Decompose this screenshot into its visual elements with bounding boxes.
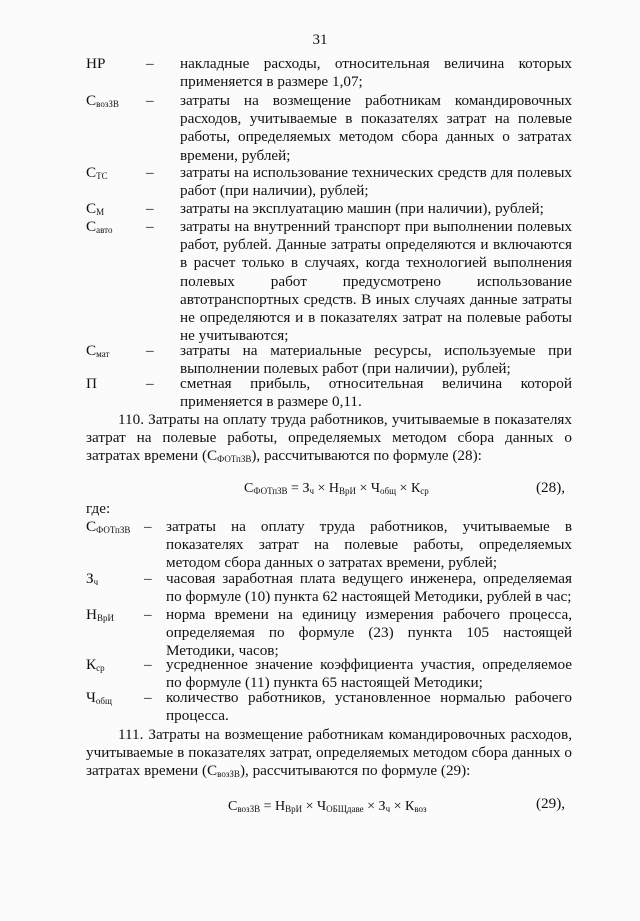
dash: – bbox=[144, 689, 152, 706]
dash: – bbox=[144, 606, 152, 623]
definition-text: затраты на эксплуатацию машин (при наличии), рублей; bbox=[180, 200, 544, 217]
definition-text: затраты на использование технических средств для полевых работ (при наличии), рублей; bbox=[180, 164, 572, 200]
dash: – bbox=[144, 656, 152, 673]
symbol: $Ч_{общ}$ bbox=[86, 689, 112, 706]
definition-text: накладные расходы, относительная величина которых применяется в размере 1,07; bbox=[180, 55, 572, 91]
symbol: $С_М$ bbox=[86, 200, 105, 217]
dash: – bbox=[146, 375, 154, 392]
dash: – bbox=[146, 200, 154, 217]
definition-text: затраты на оплату труда работников, учитываемые в показателях затрат на полевые работы, определяемых методом сбора данных о затратах времени, рублей; bbox=[166, 518, 572, 572]
definition-item bbox=[86, 164, 572, 200]
dash: – bbox=[146, 164, 154, 181]
symbol: $С_{возЗВ}$ bbox=[86, 92, 119, 109]
definition-item bbox=[86, 689, 572, 725]
definition-text: сметная прибыль, относительная величина которой применяется в размере 0,11. bbox=[180, 375, 572, 411]
symbol: П bbox=[86, 375, 97, 392]
paragraph-110: 110. Затраты на оплату труда работников, учитываемые в показателях затрат на полевые работы, определяемых методом сбора данных о затратах времени $(С_{ФОТпЗВ})$, рассчитываются по формуле (28): bbox=[86, 411, 572, 465]
definition-item bbox=[86, 518, 572, 573]
definition-text: часовая заработная плата ведущего инженера, определяемая по формуле (10) пункта 62 настоящей Методики, рублей в час; bbox=[166, 570, 572, 606]
definition-item bbox=[86, 55, 572, 91]
definition-item bbox=[86, 570, 572, 606]
symbol: $С_{мат}$ bbox=[86, 342, 110, 359]
definition-item bbox=[86, 656, 572, 692]
symbol: $С_{ФОТпЗВ}$ bbox=[86, 518, 131, 535]
dash: – bbox=[146, 342, 154, 359]
definition-text: затраты на внутренний транспорт при выполнении полевых работ, рублей. Данные затраты определяются и включаются в расчет только в случаях, когда технологией выполнения полевых работ предусмотрено использование автотранспортных средств. В иных случаях данные затраты не определяются и в показателях затрат на полевые работы не учитываются; bbox=[180, 218, 572, 345]
definition-text: норма времени на единицу измерения рабочего процесса, определяемая по формуле (23) пункта 105 настоящей Методики, часов; bbox=[166, 606, 572, 660]
definition-text: затраты на возмещение работникам командировочных расходов, учитываемые в показателях затрат на полевые работы, определяемых методом сбора данных о затратах времени, рублей; bbox=[180, 92, 572, 164]
definition-item bbox=[86, 200, 572, 218]
definition-text: усредненное значение коэффициента участия, определяемое по формуле (11) пункта 65 настоящей Методики; bbox=[166, 656, 572, 692]
definition-item bbox=[86, 375, 572, 411]
dash: – bbox=[146, 218, 154, 235]
formula-29: $С_{возЗВ} = Н_{ВрИ} \times Ч_{ОБЩдаве} \times З_ч \times К_{воз}$ bbox=[228, 799, 427, 814]
page-number: 31 bbox=[312, 32, 328, 48]
paragraph-111: 111. Затраты на возмещение работникам командировочных расходов, учитываемые в показателях затрат, определяемых методом сбора данных о затратах времени $(С_{возЗВ})$, рассчитываются по формуле (29): bbox=[86, 726, 572, 780]
definition-text: количество работников, установленное нормалью рабочего процесса. bbox=[166, 689, 572, 725]
symbol: $К_{ср}$ bbox=[86, 656, 105, 673]
definition-item bbox=[86, 92, 572, 165]
where-label: где: bbox=[86, 500, 111, 517]
formula-29-number: (29), bbox=[536, 795, 566, 812]
symbol: $Н_{ВрИ}$ bbox=[86, 606, 114, 623]
dash: – bbox=[144, 518, 152, 535]
symbol: $С_{авто}$ bbox=[86, 218, 113, 235]
symbol: НР bbox=[86, 55, 106, 72]
definition-text: затраты на материальные ресурсы, используемые при выполнении полевых работ (при наличии), рублей; bbox=[180, 342, 572, 378]
symbol: $С_{ТС}$ bbox=[86, 164, 108, 181]
dash: – bbox=[146, 55, 154, 72]
formula-28: $С_{ФОТпЗВ} = З_ч \times Н_{ВрИ} \times Ч_{общ} \times К_{ср}$ bbox=[244, 481, 429, 496]
dash: – bbox=[144, 570, 152, 587]
symbol: $З_ч$ bbox=[86, 570, 99, 587]
formula-28-number: (28), bbox=[536, 479, 566, 496]
definition-item bbox=[86, 606, 572, 661]
dash: – bbox=[146, 92, 154, 109]
definition-item bbox=[86, 342, 572, 378]
definition-item bbox=[86, 218, 572, 345]
